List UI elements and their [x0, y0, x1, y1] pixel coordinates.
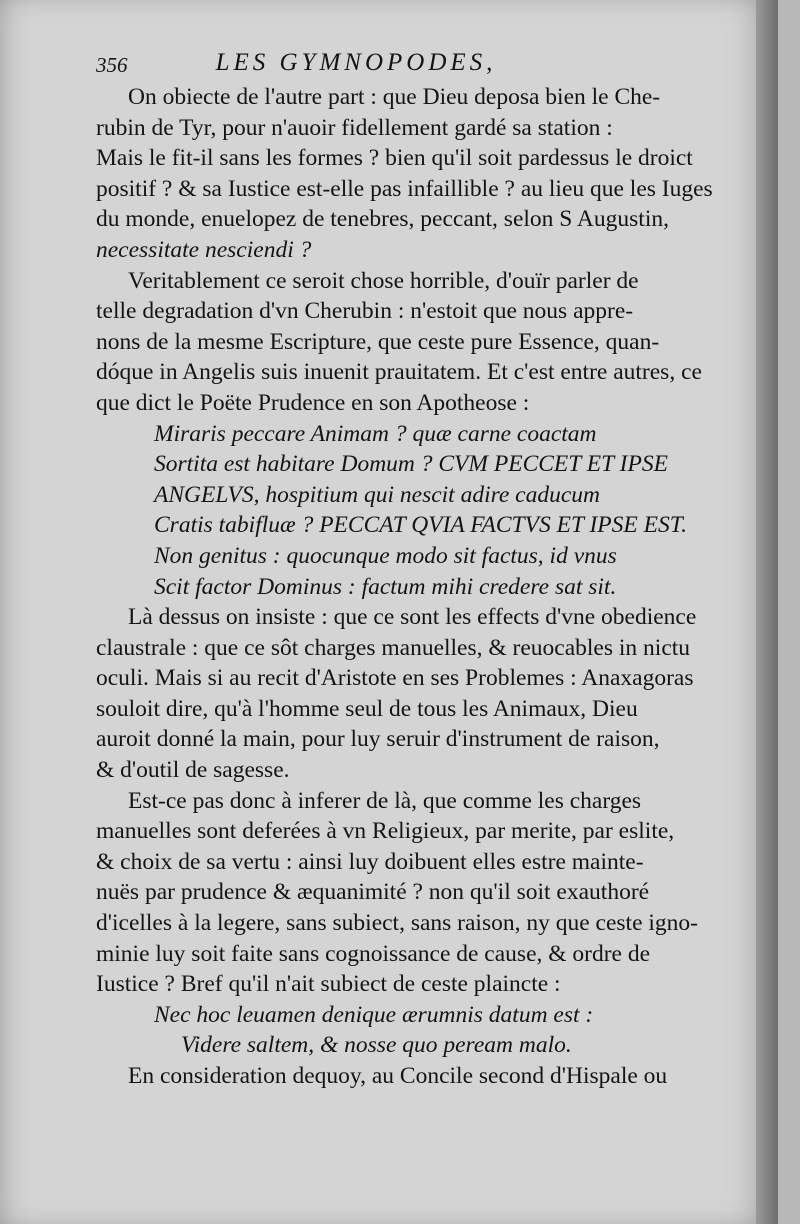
- verse-line: Non genitus : quocunque modo sit factus, id vnus: [154, 542, 617, 569]
- text-line: Là dessus on insiste : que ce sont les effects d'vne obedience: [128, 604, 697, 631]
- text-line: rubin de Tyr, pour n'auoir fidellement gardé sa station :: [96, 114, 613, 141]
- text-line: necessitate nesciendi ?: [96, 236, 312, 263]
- verse-line: Videre saltem, & nosse quo peream malo.: [181, 1032, 572, 1059]
- verse-line: ANGELVS, hospitium qui nescit adire caducum: [154, 481, 601, 508]
- verse-line: Sortita est habitare Domum ? CVM PECCET ET IPSE: [154, 451, 668, 478]
- paragraph-3: [96, 602, 771, 786]
- text-line: nuës par prudence & æquanimité ? non qu'il soit exauthoré: [96, 879, 650, 906]
- text-line: claustrale : que ce sôt charges manuelles, & reuocables in nictu: [96, 634, 691, 661]
- text-line: souloit dire, qu'à l'homme seul de tous les Animaux, Dieu: [96, 695, 638, 722]
- running-title: LES GYMNOPODES,: [215, 49, 497, 76]
- verse-line: Nec hoc leuamen denique ærumnis datum est :: [154, 1001, 594, 1028]
- verse-line: Miraris peccare Animam ? quæ carne coactam: [154, 420, 597, 447]
- verse-line: Cratis tabifluæ ? PECCAT QVIA FACTVS ET IPSE EST.: [154, 512, 687, 539]
- text-line: oculi. Mais si au recit d'Aristote en ses Problemes : Anaxagoras: [96, 665, 694, 692]
- text-line: manuelles sont deferées à vn Religieux, par merite, par eslite,: [96, 818, 675, 845]
- paragraph-1: [96, 82, 771, 266]
- page-header: [96, 48, 771, 80]
- text-line: minie luy soit faite sans cognoissance de cause, & ordre de: [96, 940, 651, 967]
- text-line: Iustice ? Bref qu'il n'ait subiect de ceste plaincte :: [96, 971, 561, 998]
- page-text: [96, 48, 771, 1092]
- text-line: On obiecte de l'autre part : que Dieu deposa bien le Che-: [128, 84, 661, 110]
- text-line: dóque in Angelis suis inuenit prauitatem. Et c'est entre autres, ce: [96, 359, 702, 386]
- paragraph-4: [96, 786, 771, 1000]
- text-line: Est-ce pas donc à inferer de là, que comme les charges: [128, 787, 642, 814]
- paragraph-5: [96, 1061, 771, 1092]
- text-line: positif ? & sa Iustice est-elle pas infaillible ? au lieu que les Iuges: [96, 175, 713, 202]
- text-line: auroit donné la main, pour luy seruir d'instrument de raison,: [96, 726, 660, 753]
- page-gutter-shadow: [756, 0, 778, 1224]
- text-line: du monde, enuelopez de tenebres, peccant, selon S Augustin,: [96, 206, 669, 233]
- text-line: & choix de sa vertu : ainsi luy doibuent elles estre mainte-: [96, 848, 644, 875]
- text-line: telle degradation d'vn Cherubin : n'estoit que nous appre-: [96, 298, 634, 325]
- text-line: que dict le Poëte Prudence en son Apotheose :: [96, 389, 530, 416]
- verse-line: Scit factor Dominus : factum mihi credere sat sit.: [154, 573, 617, 600]
- verse-quotation: [96, 1000, 771, 1061]
- text-line: nons de la mesme Escripture, que ceste pure Essence, quan-: [96, 328, 660, 355]
- paragraph-2: [96, 266, 771, 419]
- text-line: & d'outil de sagesse.: [96, 757, 290, 784]
- text-line: d'icelles à la legere, sans subiect, sans raison, ny que ceste igno-: [96, 910, 698, 937]
- text-line: En consideration dequoy, au Concile second d'Hispale ou: [128, 1063, 668, 1089]
- text-line: Veritablement ce seroit chose horrible, d'ouïr parler de: [128, 267, 639, 294]
- page-number: 356: [96, 53, 128, 77]
- text-line: Mais le fit-il sans les formes ? bien qu'il soit pardessus le droict: [96, 145, 693, 172]
- verse-quotation: [96, 419, 771, 603]
